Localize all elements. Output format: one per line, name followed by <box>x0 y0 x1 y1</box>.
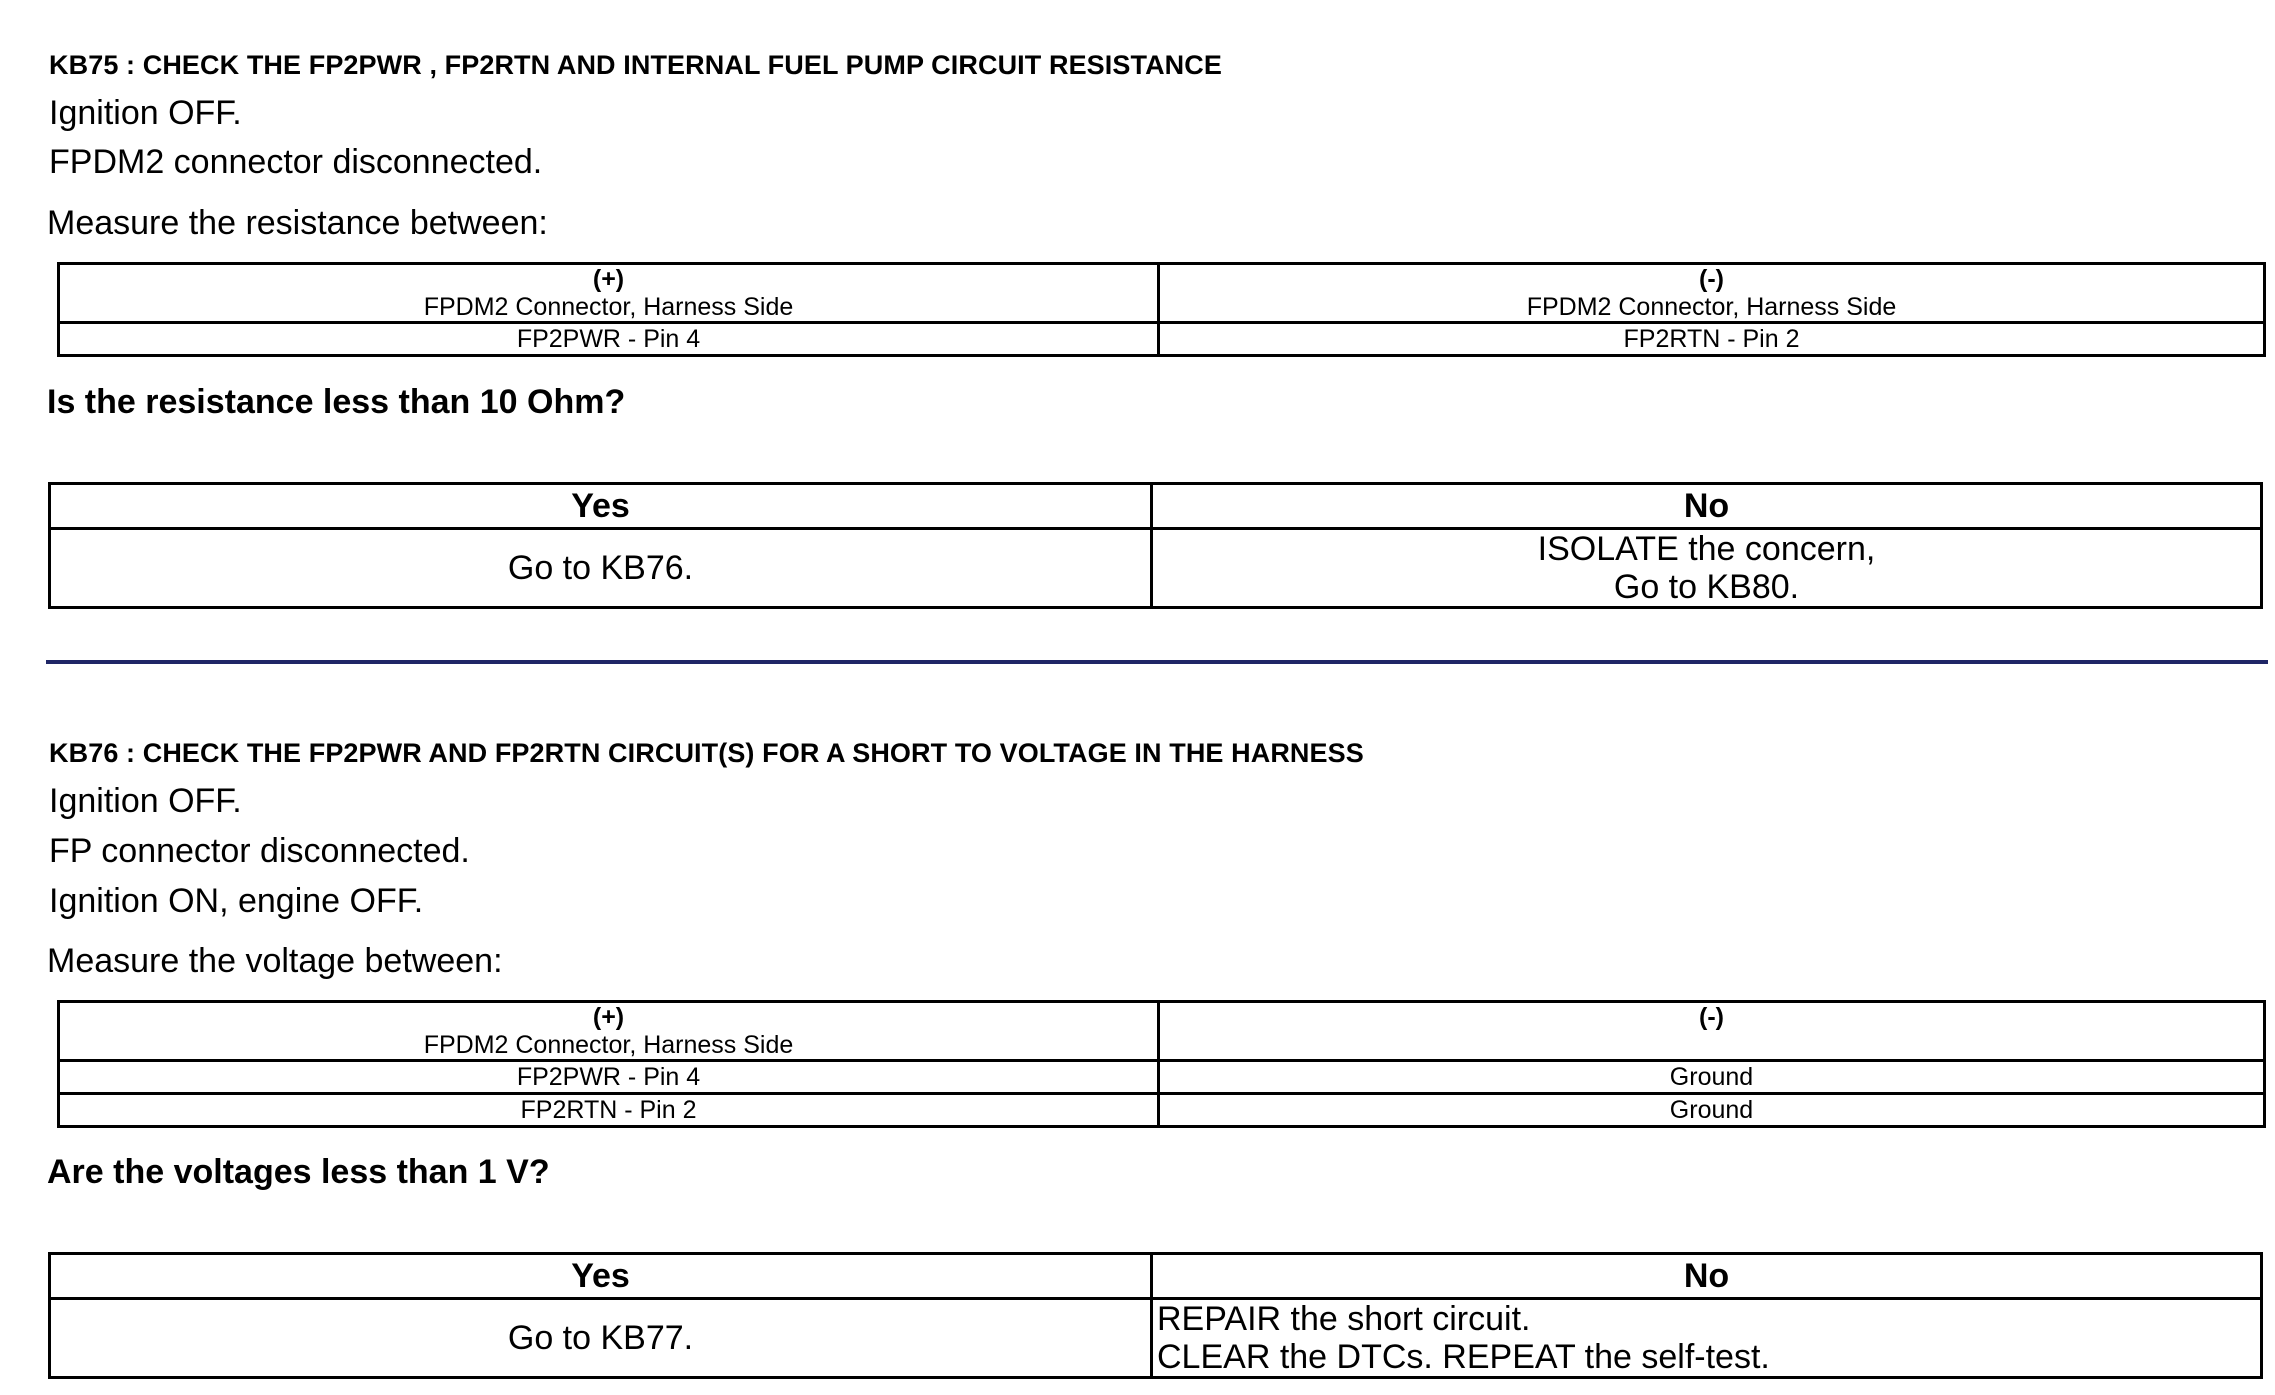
minus-label: (-) <box>1699 265 1724 293</box>
kb76-decision-table <box>48 1252 2263 1379</box>
kb76-instruction: Measure the voltage between: <box>47 942 503 980</box>
yes-header: Yes <box>50 1254 1152 1299</box>
plus-pin-cell: FP2RTN - Pin 2 <box>59 1094 1159 1127</box>
no-action <box>1152 1299 2262 1378</box>
plus-label: (+) <box>592 1003 625 1031</box>
minus-pin-cell: Ground <box>1159 1061 2265 1094</box>
table-row <box>59 323 2265 356</box>
kb75-decision-table <box>48 482 2263 609</box>
decision-header-row <box>50 484 2262 529</box>
kb76-step-3: Ignition ON, engine OFF. <box>49 882 424 920</box>
decision-body-row <box>50 1299 2262 1378</box>
minus-pin-cell: Ground <box>1159 1094 2265 1127</box>
kb75-step-1: Ignition OFF. <box>49 94 242 132</box>
table-row <box>59 1061 2265 1094</box>
kb75-instruction: Measure the resistance between: <box>47 204 548 242</box>
kb75-step-2: FPDM2 connector disconnected. <box>49 143 543 181</box>
plus-header-cell <box>59 264 1159 323</box>
section-divider <box>46 660 2268 664</box>
plus-connector-label: FPDM2 Connector, Harness Side <box>423 1031 794 1059</box>
yes-header: Yes <box>50 484 1152 529</box>
minus-pin-cell: FP2RTN - Pin 2 <box>1159 323 2265 356</box>
plus-pin-cell: FP2PWR - Pin 4 <box>59 1061 1159 1094</box>
no-action-line: CLEAR the DTCs. REPEAT the self-test. <box>1157 1338 1770 1376</box>
yes-action: Go to KB76. <box>50 529 1152 608</box>
no-action <box>1152 529 2262 608</box>
decision-header-row <box>50 1254 2262 1299</box>
measure-table-header-row <box>59 1002 2265 1061</box>
plus-header-cell <box>59 1002 1159 1061</box>
table-row <box>59 1094 2265 1127</box>
no-action-line: REPAIR the short circuit. <box>1157 1300 1531 1338</box>
kb75-title: KB75 : CHECK THE FP2PWR , FP2RTN AND INTERNAL FUEL PUMP CIRCUIT RESISTANCE <box>49 50 1222 80</box>
no-header: No <box>1152 1254 2262 1299</box>
kb75-question: Is the resistance less than 10 Ohm? <box>47 383 626 421</box>
kb76-step-1: Ignition OFF. <box>49 782 242 820</box>
kb76-measure-table <box>57 1000 2266 1128</box>
kb76-step-2: FP connector disconnected. <box>49 832 470 870</box>
minus-connector-label: FPDM2 Connector, Harness Side <box>1526 293 1897 321</box>
minus-header-cell <box>1159 1002 2265 1061</box>
kb76-question: Are the voltages less than 1 V? <box>47 1153 550 1191</box>
kb75-measure-table <box>57 262 2266 357</box>
no-action-line: ISOLATE the concern, <box>1537 530 1876 568</box>
kb76-title: KB76 : CHECK THE FP2PWR AND FP2RTN CIRCUIT(S) FOR A SHORT TO VOLTAGE IN THE HARNESS <box>49 738 1364 768</box>
minus-label: (-) <box>1699 1003 1724 1031</box>
yes-action: Go to KB77. <box>50 1299 1152 1378</box>
measure-table-header-row <box>59 264 2265 323</box>
plus-connector-label: FPDM2 Connector, Harness Side <box>423 293 794 321</box>
minus-header-cell <box>1159 264 2265 323</box>
plus-label: (+) <box>592 265 625 293</box>
no-header: No <box>1152 484 2262 529</box>
no-action-line: Go to KB80. <box>1613 568 1800 606</box>
plus-pin-cell: FP2PWR - Pin 4 <box>59 323 1159 356</box>
decision-body-row <box>50 529 2262 608</box>
